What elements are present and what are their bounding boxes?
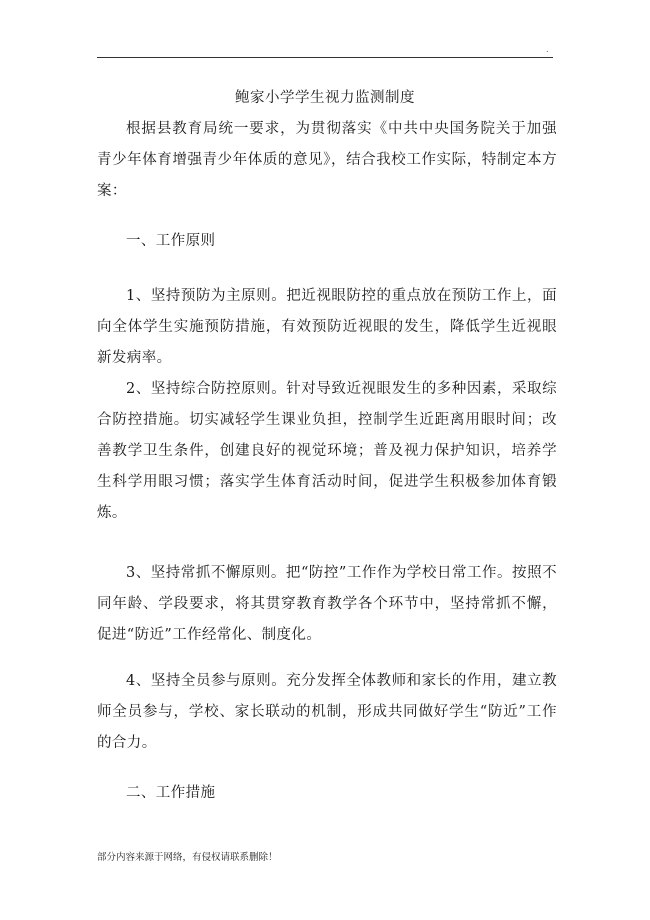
document-title: 鲍家小学学生视力监测制度 xyxy=(235,90,415,106)
principle-3-paragraph: 3、坚持常抓不懈原则。把“防控”工作作为学校日常工作。按照不同年龄、学段要求，将其贯穿教育教学各个环节中，坚持常抓不懈，促进“防近”工作经常化、制度化。 xyxy=(97,565,557,643)
header-rule xyxy=(97,57,553,58)
section-heading-measures: 二、工作措施 xyxy=(126,785,216,801)
footer-disclaimer: 部分内容来源于网络，有侵权请联系删除！ xyxy=(97,852,278,863)
principle-1-paragraph: 1、坚持预防为主原则。把近视眼防控的重点放在预防工作上，面向全体学生实施预防措施，有效预防近视眼的发生，降低学生近视眼新发病率。 xyxy=(97,288,557,366)
intro-paragraph: 根据县教育局统一要求，为贯彻落实《中共中央国务院关于加强青少年体育增强青少年体质的意见》，结合我校工作实际，特制定本方案： xyxy=(97,121,557,199)
principle-4-paragraph: 4、坚持全员参与原则。充分发挥全体教师和家长的作用，建立教师全员参与，学校、家长联动的机制，形成共同做好学生“防近”工作的合力。 xyxy=(97,673,557,751)
header-mark: . xyxy=(546,45,549,54)
section-heading-principles: 一、工作原则 xyxy=(126,233,216,249)
principle-2-paragraph: 2、坚持综合防控原则。针对导致近视眼发生的多种因素，采取综合防控措施。切实减轻学生课业负担，控制学生近距离用眼时间；改善教学卫生条件，创建良好的视觉环境；普及视力保护知识，培养学生科学用眼习惯；落实学生体育活动时间，促进学生积极参加体育锻炼。 xyxy=(97,381,557,521)
